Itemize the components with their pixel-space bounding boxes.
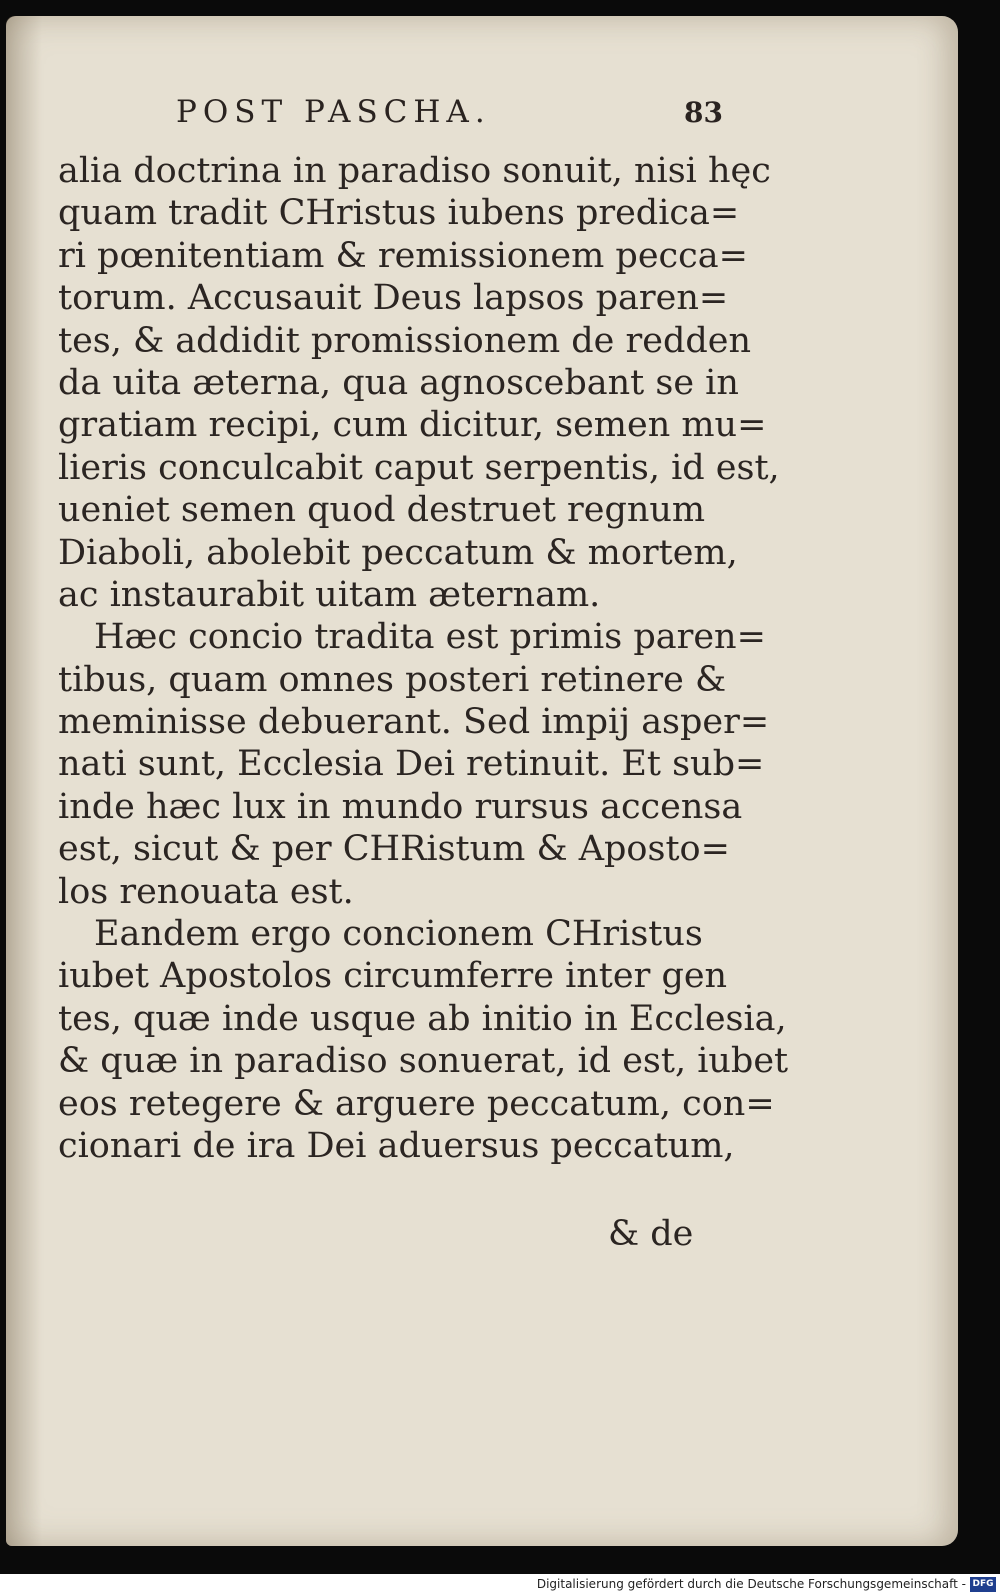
folio-number: 83 (684, 96, 723, 129)
text-line: iubet Apostolos circumferre inter gen (58, 956, 728, 997)
text-line: inde hæc lux in mundo rursus accensa (58, 786, 743, 827)
running-title: POST PASCHA. (176, 94, 491, 130)
text-line: Diaboli, abolebit peccatum & mortem, (58, 532, 738, 573)
page-spine-shadow (6, 16, 42, 1546)
text-line: gratiam recipi, cum dicitur, semen mu= (58, 405, 767, 446)
text-line: cionari de ira Dei aduersus peccatum, (58, 1125, 735, 1166)
text-line: tibus, quam omnes posteri retinere & (58, 659, 727, 700)
text-line: meminisse debuerant. Sed impij asper= (58, 702, 770, 743)
text-line: tes, quæ inde usque ab initio in Ecclesia, (58, 998, 787, 1039)
footer-credit: Digitalisierung gefördert durch die Deutsche Forschungsgemeinschaft - (536, 1577, 966, 1591)
text-line: los renouata est. (58, 871, 354, 912)
body-text (58, 150, 789, 1167)
text-line: ac instaurabit uitam æternam. (58, 574, 601, 615)
text-line: lieris conculcabit caput serpentis, id est, (58, 447, 780, 488)
page-header (176, 94, 736, 144)
text-line: tes, & addidit promissionem de redden (58, 320, 752, 361)
catchword: & de (608, 1214, 694, 1254)
text-line: ueniet semen quod destruet regnum (58, 490, 706, 531)
text-line: eos retegere & arguere peccatum, con= (58, 1083, 775, 1124)
text-line: alia doctrina in paradiso sonuit, nisi hęc (58, 151, 771, 191)
dfg-logo: DFG (970, 1577, 996, 1592)
text-line: Hæc concio tradita est primis paren= (94, 617, 766, 658)
text-line: torum. Accusauit Deus lapsos paren= (58, 278, 729, 319)
text-line: da uita æterna, qua agnoscebant se in (58, 362, 739, 403)
digitization-footer (0, 1574, 1000, 1596)
text-line: quam tradit CHristus iubens predica= (58, 193, 740, 234)
text-line: ri pœnitentiam & remissionem pecca= (58, 235, 748, 276)
text-line: est, sicut & per CHRistum & Aposto= (58, 829, 730, 870)
text-line: Eandem ergo concionem CHristus (94, 914, 703, 955)
text-line: & quæ in paradiso sonuerat, id est, iubet (58, 1041, 789, 1082)
text-line: nati sunt, Ecclesia Dei retinuit. Et sub= (58, 744, 765, 785)
